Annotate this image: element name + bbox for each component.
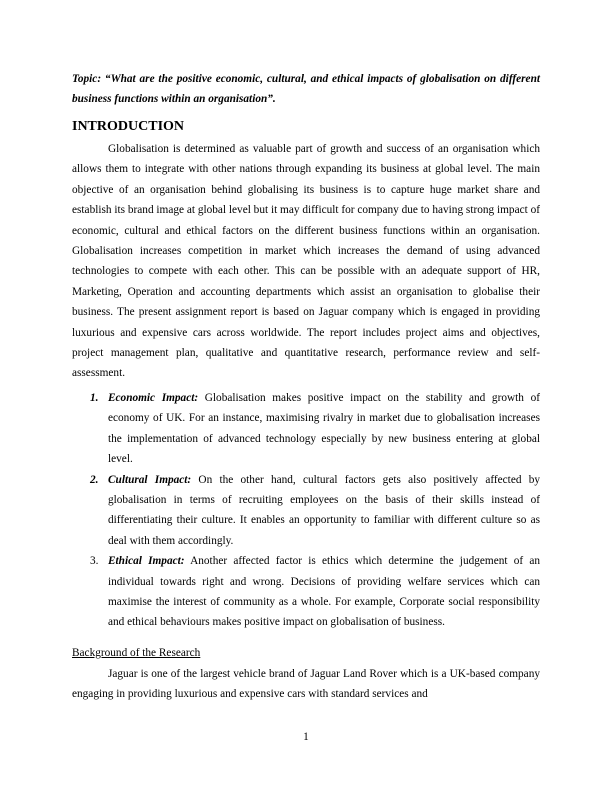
impacts-list bbox=[72, 388, 540, 633]
list-item-number: 2. bbox=[90, 473, 99, 486]
list-item bbox=[72, 470, 540, 552]
list-item-title: Economic Impact: bbox=[108, 392, 199, 404]
list-item-title: Ethical Impact: bbox=[108, 555, 185, 568]
introduction-paragraph: Globalisation is determined as valuable part of growth and success of an organisation which allows them to integrate with other nations through expanding its business at global level. The main objective of an organisation behind globalising its business is to capture huge market share and establish its brand image at global level but it may difficult for company due to having strong impact of economic, cultural and ethical factors on the different business functions within an organisation. Globalisation increases competition in market which increases the demand of using advanced technologies to compete with each other. This can be possible with an adequate support of HR, Marketing, Operation and accounting departments which assist an organisation to globalise their business. The present assignment report is based on Jaguar company which is engaged in providing luxurious and expensive cars across worldwide. The report includes project aims and objectives, project management plan, qualitative and quantitative research, performance review and self-assessment. bbox=[72, 143, 540, 380]
topic-statement: Topic: “What are the positive economic, cultural, and ethical impacts of globalisation on different business functions within an organisation”. bbox=[72, 73, 540, 106]
list-item-text: Another affected factor is ethics which determine the judgement of an individual towards right and wrong. Decisions of providing welfare services which can maximise the interest of community as a whole. For example, Corporate social responsibility and ethical behaviours makes positive impact on globalisation of business. bbox=[108, 555, 540, 629]
list-item-title: Cultural Impact: bbox=[108, 473, 192, 486]
subheading-background: Background of the Research bbox=[72, 647, 201, 659]
document-page bbox=[72, 0, 540, 792]
list-item-number: 3. bbox=[90, 555, 99, 568]
page-number: 1 bbox=[303, 731, 309, 743]
list-item-number: 1. bbox=[90, 392, 99, 404]
background-paragraph: Jaguar is one of the largest vehicle brand of Jaguar Land Rover which is a UK-based company engaging in providing luxurious and expensive cars with standard services and bbox=[72, 668, 540, 701]
list-item-text: On the other hand, cultural factors gets also positively affected by globalisation in terms of recruiting employees on the basis of their skills instead of differentiating their culture. It enables an opportunity to familiar with different culture so as deal with them accordingly. bbox=[108, 473, 541, 547]
list-item bbox=[72, 388, 540, 470]
list-item-text: Globalisation makes positive impact on the stability and growth of economy of UK. For an instance, maximising rivalry in market due to globalisation increases the implementation of advanced technology especially by new business entering at global level. bbox=[108, 392, 540, 466]
list-item bbox=[72, 551, 540, 633]
section-heading-introduction: INTRODUCTION bbox=[72, 119, 185, 134]
